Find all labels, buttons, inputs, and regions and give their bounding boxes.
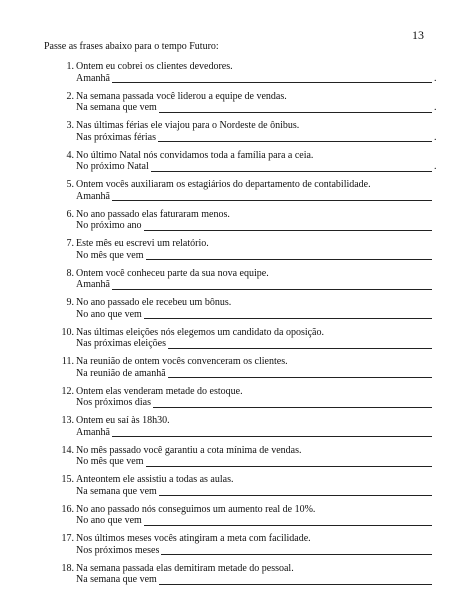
answer-blank-line[interactable] <box>112 191 432 201</box>
exercise-number: 6. <box>66 208 74 220</box>
answer-row <box>76 397 440 409</box>
exercise-number: 11. <box>61 356 74 367</box>
exercise-sentence: Nas últimas eleições nós elegemos um candidato da oposição. <box>76 326 324 338</box>
answer-end-period: . <box>434 161 437 172</box>
exercise-item <box>50 327 440 357</box>
answer-blank-line[interactable] <box>158 132 432 142</box>
exercise-sentence: Nas últimas férias ele viajou para o Nordeste de ônibus. <box>76 120 300 131</box>
answer-prompt: No mês que vem <box>76 249 144 261</box>
exercise-item <box>50 61 440 91</box>
exercise-number: 7. <box>66 238 74 249</box>
exercise-item <box>50 297 440 327</box>
answer-row <box>76 161 440 173</box>
answer-blank-line[interactable] <box>159 103 432 113</box>
answer-row <box>76 102 440 114</box>
exercise-item <box>50 356 440 386</box>
exercise-list <box>50 61 440 592</box>
exercise-number: 9. <box>66 297 74 308</box>
instructions: Passe as frases abaixo para o tempo Futuro: <box>44 41 219 52</box>
exercise-item <box>50 238 440 268</box>
exercise-number: 18. <box>61 562 74 574</box>
answer-row <box>76 73 440 85</box>
exercise-item <box>50 474 440 504</box>
exercise-item <box>50 268 440 298</box>
answer-row <box>76 456 440 468</box>
answer-row <box>76 191 440 203</box>
exercise-item <box>50 504 440 534</box>
exercise-sentence: Na semana passada elas demitiram metade do pessoal. <box>76 562 294 574</box>
answer-prompt: No ano que vem <box>76 308 142 320</box>
answer-blank-line[interactable] <box>168 339 432 349</box>
exercise-sentence: Na reunião de ontem vocês convenceram os clientes. <box>76 356 288 367</box>
exercise-sentence: Ontem você conheceu parte da sua nova equipe. <box>76 267 269 279</box>
exercise-item <box>50 533 440 563</box>
answer-row <box>76 220 440 232</box>
exercise-item <box>50 415 440 445</box>
exercise-number: 15. <box>61 474 74 485</box>
exercise-item <box>50 445 440 475</box>
exercise-number: 12. <box>61 385 74 397</box>
exercise-item <box>50 386 440 416</box>
exercise-number: 17. <box>61 533 74 544</box>
answer-blank-line[interactable] <box>159 486 432 496</box>
answer-prompt: Nas próximas férias <box>76 131 156 143</box>
answer-blank-line[interactable] <box>112 280 432 290</box>
answer-prompt: Nos próximos dias <box>76 397 151 408</box>
exercise-sentence: Nos últimos meses vocês atingiram a meta com facilidade. <box>76 533 311 544</box>
answer-blank-line[interactable] <box>146 457 433 467</box>
answer-prompt: Amanhã <box>76 279 110 290</box>
exercise-number: 8. <box>66 267 74 279</box>
answer-prompt: Nos próximos meses <box>76 544 160 556</box>
answer-row <box>76 309 440 321</box>
answer-row <box>76 574 440 586</box>
answer-row <box>76 515 440 527</box>
answer-row <box>76 545 440 557</box>
answer-blank-line[interactable] <box>112 73 432 83</box>
exercise-sentence: Este mês eu escrevi um relatório. <box>76 238 209 249</box>
answer-blank-line[interactable] <box>112 427 432 437</box>
answer-prompt: Na semana que vem <box>76 574 157 585</box>
answer-prompt: Amanhã <box>76 72 110 84</box>
answer-row <box>76 132 440 144</box>
answer-end-period: . <box>434 72 437 84</box>
answer-prompt: Amanhã <box>76 190 110 202</box>
answer-blank-line[interactable] <box>153 398 432 408</box>
exercise-number: 5. <box>66 179 74 190</box>
exercise-item <box>50 563 440 593</box>
answer-prompt: No próximo ano <box>76 220 142 231</box>
answer-blank-line[interactable] <box>146 250 433 260</box>
exercise-number: 14. <box>61 444 74 456</box>
answer-prompt: Na semana que vem <box>76 485 157 497</box>
exercise-item <box>50 150 440 180</box>
exercise-sentence: Ontem elas venderam metade do estoque. <box>76 385 243 397</box>
exercise-item <box>50 209 440 239</box>
exercise-item <box>50 179 440 209</box>
answer-prompt: Na reunião de amanhã <box>76 367 166 379</box>
exercise-item <box>50 120 440 150</box>
exercise-number: 16. <box>61 503 74 515</box>
answer-row <box>76 279 440 291</box>
answer-prompt: Na semana que vem <box>76 102 157 113</box>
answer-prompt: Amanhã <box>76 426 110 438</box>
answer-row <box>76 427 440 439</box>
answer-end-period: . <box>434 131 437 143</box>
exercise-number: 3. <box>66 120 74 131</box>
answer-row <box>76 486 440 498</box>
exercise-sentence: No ano passado elas faturaram menos. <box>76 208 230 220</box>
answer-blank-line[interactable] <box>144 309 432 319</box>
answer-blank-line[interactable] <box>159 575 432 585</box>
answer-blank-line[interactable] <box>144 221 432 231</box>
answer-row <box>76 368 440 380</box>
answer-prompt: No mês que vem <box>76 456 144 467</box>
exercise-item <box>50 91 440 121</box>
answer-prompt: No próximo Natal <box>76 161 149 172</box>
exercise-sentence: Anteontem ele assistiu a todas as aulas. <box>76 474 234 485</box>
answer-blank-line[interactable] <box>168 368 432 378</box>
page-number: 13 <box>412 28 424 42</box>
answer-blank-line[interactable] <box>161 545 432 555</box>
exercise-sentence: Ontem eu cobrei os clientes devedores. <box>76 61 233 72</box>
exercise-sentence: No mês passado você garantiu a cota mínima de vendas. <box>76 444 302 456</box>
exercise-sentence: Ontem eu saí às 18h30. <box>76 415 170 426</box>
answer-end-period: . <box>434 102 437 113</box>
answer-prompt: No ano que vem <box>76 515 142 526</box>
exercise-number: 1. <box>66 61 74 72</box>
answer-blank-line[interactable] <box>144 516 432 526</box>
answer-row <box>76 338 440 350</box>
exercise-sentence: No último Natal nós convidamos toda a família para a ceia. <box>76 149 314 161</box>
exercise-sentence: Na semana passada você liderou a equipe de vendas. <box>76 90 287 102</box>
exercise-number: 2. <box>66 90 74 102</box>
exercise-number: 4. <box>66 149 74 161</box>
exercise-sentence: Ontem vocês auxiliaram os estagiários do departamento de contabilidade. <box>76 179 371 190</box>
exercise-sentence: No ano passado nós conseguimos um aumento real de 10%. <box>76 503 316 515</box>
answer-prompt: Nas próximas eleições <box>76 338 166 349</box>
exercise-number: 13. <box>61 415 74 426</box>
answer-blank-line[interactable] <box>151 162 432 172</box>
exercise-number: 10. <box>61 326 74 338</box>
exercise-sentence: No ano passado ele recebeu um bônus. <box>76 297 232 308</box>
answer-row <box>76 250 440 262</box>
